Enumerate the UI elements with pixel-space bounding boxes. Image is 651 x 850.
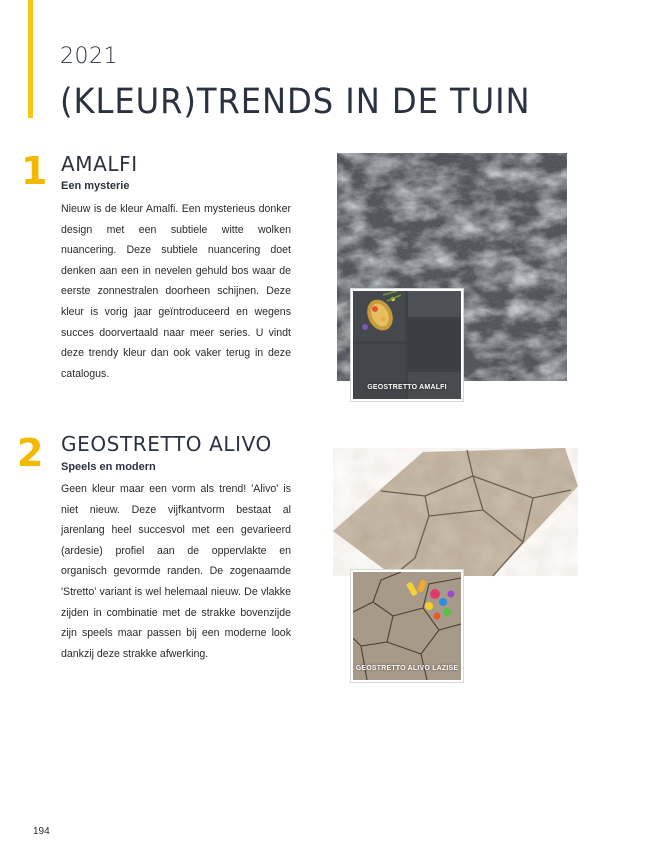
alivo-inset-caption: GEOSTRETTO ALIVO LAZISE <box>355 665 459 672</box>
year-label: 2021 <box>60 44 118 69</box>
accent-bar <box>28 0 33 118</box>
section-title-geostretto-alivo: GEOSTRETTO ALIVO <box>61 432 272 456</box>
section-body-amalfi: Nieuw is de kleur Amalfi. Een mysterieus donker design met een subtiele witte wolken nuancering. Deze subtiele nuancering doet denken aan een in nevelen gehuld bos waar de eerste zonnestralen doorheen schijnen. Deze kleur is vorig jaar geïntroduceerd en wegens succes doorvertaald naar meer series. U vindt deze trendy kleur dan ook vaker terug in deze catalogus. <box>61 203 291 380</box>
section-subtitle-geostretto-alivo: Speels en modern <box>61 461 156 473</box>
section-subtitle-amalfi: Een mysterie <box>61 180 130 192</box>
section-number-2: 2 <box>17 431 44 475</box>
amalfi-inset-caption: GEOSTRETTO AMALFI <box>367 384 447 391</box>
page-title: (KLEUR)TRENDS IN DE TUIN <box>60 82 531 122</box>
page-number: 194 <box>33 826 50 837</box>
alivo-tile-photo <box>333 446 578 578</box>
alivo-inset-photo <box>351 570 463 682</box>
section-title-amalfi: AMALFI <box>61 152 138 176</box>
section-body-geostretto-alivo: Geen kleur maar een vorm als trend! 'Alivo' is niet nieuw. Deze vijfkantvorm bestaat al jarenlang heel succesvol met een gevarieerd (ardesie) profiel aan de oppervlakte en organisch gevormde randen. De zogenaamde 'Stretto' variant is wel helemaal nieuw. De vlakke zijden in combinatie met de strakke bovenzijde zijn speels maar passen bij een moderne look dankzij deze strakke afwerking. <box>61 483 291 660</box>
amalfi-inset-photo <box>351 289 463 401</box>
section-number-1: 1 <box>21 149 48 193</box>
